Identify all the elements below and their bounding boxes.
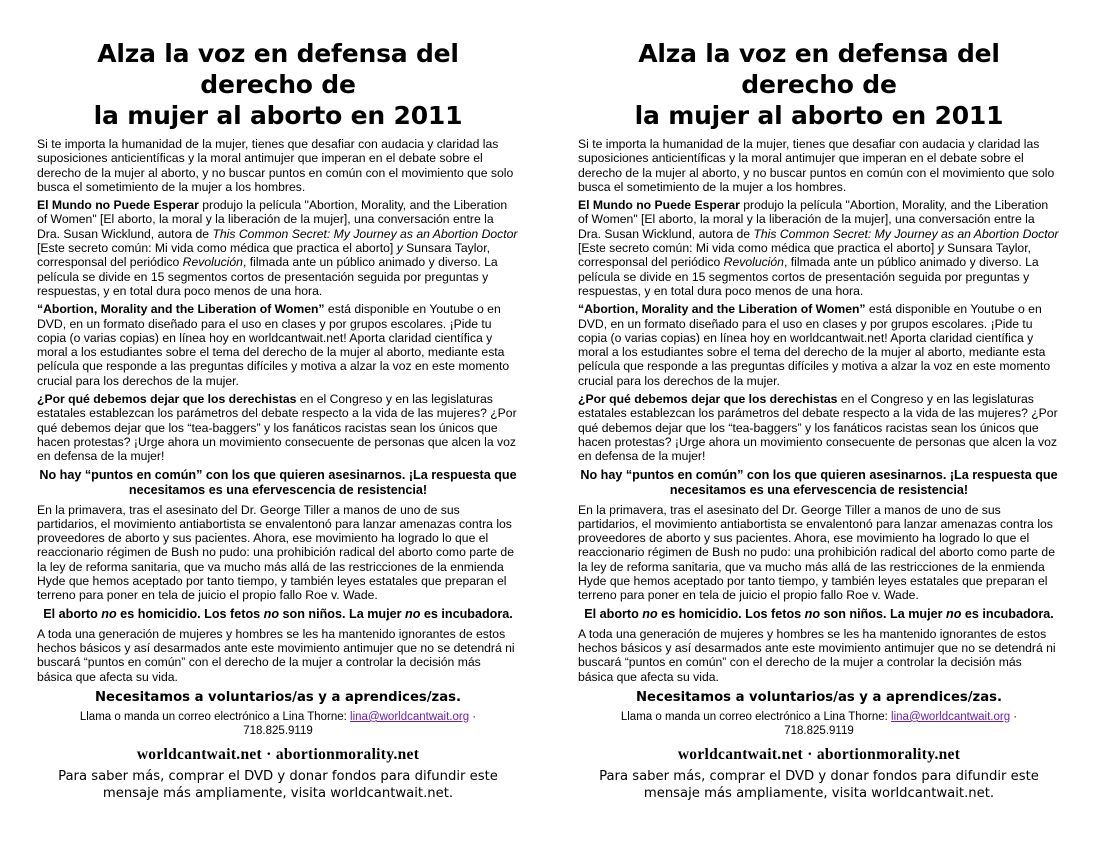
question-paragraph: ¿Por qué debemos dejar que los derechistas en el Congreso y en las legislaturas estatales establezcan los parámetros del debate respecto a la vida de las mujeres? ¿Por qué debemos dejar que los “tea-baggers” y los fanáticos racistas sean los únicos que hacen protestas? ¡Urge ahora un movimiento consecuente de personas que alcen la voz en defensa de la mujer! — [578, 392, 1058, 464]
flyer-left — [37, 38, 519, 802]
intro-paragraph: Si te importa la humanidad de la mujer, tienes que desafiar con audacia y claridad las suposiciones anticientíficas y la moral antimujer que imperan en el debate sobre el derecho de la mujer al aborto, y no buscar puntos en común con el movimiento que solo busca el sometimiento de la mujer a los hombres. — [578, 137, 1055, 194]
title-line-2: la mujer al aborto en 2011 — [93, 101, 463, 130]
generation-paragraph: A toda una generación de mujeres y hombres se les ha mantenido ignorantes de estos hechos básicos y así desarmados ante este movimiento antimujer que no se detendrá ni buscará “puntos en común” con el derecho de la mujer a controlar la decisión más básica que afecta su vida. — [37, 626, 515, 684]
abortion-facts-callout: El aborto no es homicidio. Los fetos no son niños. La mujer no es incubadora. — [584, 606, 1054, 621]
websites-line: worldcantwait.net · abortionmorality.net — [136, 745, 420, 763]
resistance-callout: No hay “puntos en común” con los que quieren asesinarnos. ¡La respuesta que necesitamos es una efervescencia de resistencia! — [580, 467, 1058, 497]
title-line-1: Alza la voz en defensa del derecho de — [638, 39, 1000, 99]
film-paragraph: El Mundo no Puede Esperar produjo la película "Abortion, Morality, and the Liberation of Women" [El aborto, la moral y la liberación de la mujer], una conversación entre la Dra. Susan Wicklund, autora de This Common Secret: My Journey as an Abortion Doctor [Este secreto común: Mi vida como médica que practica el aborto] y Sunsara Taylor, corresponsal del periódico Revolución, filmada ante un público animado y diverso. La película se divide en 15 segmentos cortos de presentación seguida por preguntas y respuestas, y en total dura poco menos de una hora. — [37, 198, 518, 298]
phone-number: 718.825.9119 — [243, 724, 313, 737]
film-paragraph: El Mundo no Puede Esperar produjo la película "Abortion, Morality, and the Liberation of Women" [El aborto, la moral y la liberación de la mujer], una conversación entre la Dra. Susan Wicklund, autora de This Common Secret: My Journey as an Abortion Doctor [Este secreto común: Mi vida como médica que practica el aborto] y Sunsara Taylor, corresponsal del periódico Revolución, filmada ante un público animado y diverso. La película se divide en 15 segmentos cortos de presentación seguida por preguntas y respuestas, y en total dura poco menos de una hora. — [578, 198, 1059, 298]
contact-info: Llama o manda un correo electrónico a Lina Thorne: lina@worldcantwait.org · 718.825.9119 — [620, 710, 1018, 737]
email-link[interactable]: lina@worldcantwait.org — [891, 710, 1011, 723]
newspaper-title: Revolución — [182, 255, 243, 270]
websites-line: worldcantwait.net · abortionmorality.net — [677, 745, 961, 763]
org-name: El Mundo no Puede Esperar — [37, 198, 199, 213]
title-line-1: Alza la voz en defensa del derecho de — [97, 39, 459, 99]
book-title: This Common Secret: My Journey as an Abortion Doctor — [753, 226, 1059, 241]
volunteer-heading: Necesitamos a voluntarios/as y a aprendices/zas. — [636, 689, 1002, 705]
tiller-paragraph: En la primavera, tras el asesinato del Dr. George Tiller a manos de uno de sus partidarios, el movimiento antiabortista se envalentonó para lanzar amenazas contra los proveedores de aborto y sus pacientes. Ahora, ese movimiento ha logrado lo que el reaccionario régimen de Bush no pudo: una prohibición radical del aborto como parte de la ley de reforma sanitaria, que va mucho más allá de las restricciones de la enmienda Hyde que hemos aceptado por tanto tiempo, y también leyes estatales que preparan el terreno para poner en tela de juicio el propio fallo Roe v. Wade. — [37, 502, 514, 603]
org-name: El Mundo no Puede Esperar — [578, 198, 740, 213]
volunteer-heading: Necesitamos a voluntarios/as y a aprendices/zas. — [95, 689, 461, 705]
flyer-title — [578, 38, 1060, 131]
dvd-paragraph: “Abortion, Morality and the Liberation of Women” está disponible en Youtube o en DVD, en un formato diseñado para el uso en clases y por grupos escolares. ¡Pide tu copia (o varias copias) en línea hoy en worldcantwait.net! Aporta claridad científica y moral a los estudiantes sobre el tema del derecho de la mujer al aborto, mediante esta película que responde a las preguntas difíciles y motiva a alzar la voz en este momento crucial para los derechos de la mujer. — [37, 302, 510, 388]
dvd-paragraph: “Abortion, Morality and the Liberation of Women” está disponible en Youtube o en DVD, en un formato diseñado para el uso en clases y por grupos escolares. ¡Pide tu copia (o varias copias) en línea hoy en worldcantwait.net! Aporta claridad científica y moral a los estudiantes sobre el tema del derecho de la mujer al aborto, mediante esta película que responde a las preguntas difíciles y motiva a alzar la voz en este momento crucial para los derechos de la mujer. — [578, 302, 1051, 388]
generation-paragraph: A toda una generación de mujeres y hombres se les ha mantenido ignorantes de estos hechos básicos y así desarmados ante este movimiento antimujer que no se detendrá ni buscará “puntos en común” con el derecho de la mujer a controlar la decisión más básica que afecta su vida. — [578, 626, 1056, 684]
phone-number: 718.825.9119 — [784, 724, 854, 737]
flyer-right — [578, 38, 1060, 802]
closing-text: Para saber más, comprar el DVD y donar fondos para difundir este mensaje más ampliamente, visita worldcantwait.net. — [58, 768, 498, 801]
book-title: This Common Secret: My Journey as an Abortion Doctor — [212, 226, 518, 241]
closing-text: Para saber más, comprar el DVD y donar fondos para difundir este mensaje más ampliamente, visita worldcantwait.net. — [599, 768, 1039, 801]
question-paragraph: ¿Por qué debemos dejar que los derechistas en el Congreso y en las legislaturas estatales establezcan los parámetros del debate respecto a la vida de las mujeres? ¿Por qué debemos dejar que los “tea-baggers” y los fanáticos racistas sean los únicos que hacen protestas? ¡Urge ahora un movimiento consecuente de personas que alcen la voz en defensa de la mujer! — [37, 392, 517, 464]
title-line-2: la mujer al aborto en 2011 — [634, 101, 1004, 130]
newspaper-title: Revolución — [723, 255, 784, 270]
contact-info: Llama o manda un correo electrónico a Lina Thorne: lina@worldcantwait.org · 718.825.9119 — [79, 710, 477, 737]
intro-paragraph: Si te importa la humanidad de la mujer, tienes que desafiar con audacia y claridad las suposiciones anticientíficas y la moral antimujer que imperan en el debate sobre el derecho de la mujer al aborto, y no buscar puntos en común con el movimiento que solo busca el sometimiento de la mujer a los hombres. — [37, 137, 514, 194]
tiller-paragraph: En la primavera, tras el asesinato del Dr. George Tiller a manos de uno de sus partidarios, el movimiento antiabortista se envalentonó para lanzar amenazas contra los proveedores de aborto y sus pacientes. Ahora, ese movimiento ha logrado lo que el reaccionario régimen de Bush no pudo: una prohibición radical del aborto como parte de la ley de reforma sanitaria, que va mucho más allá de las restricciones de la enmienda Hyde que hemos aceptado por tanto tiempo, y también leyes estatales que preparan el terreno para poner en tela de juicio el propio fallo Roe v. Wade. — [578, 502, 1055, 603]
email-link[interactable]: lina@worldcantwait.org — [350, 710, 470, 723]
flyer-title — [37, 38, 519, 131]
resistance-callout: No hay “puntos en común” con los que quieren asesinarnos. ¡La respuesta que necesitamos es una efervescencia de resistencia! — [39, 467, 517, 497]
abortion-facts-callout: El aborto no es homicidio. Los fetos no son niños. La mujer no es incubadora. — [43, 606, 513, 621]
